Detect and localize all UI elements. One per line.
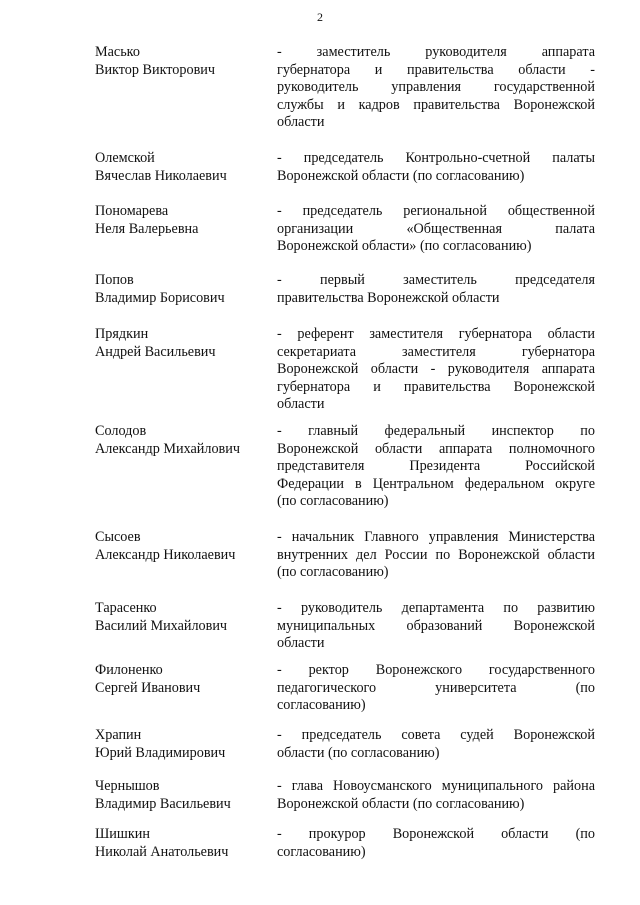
- position-line: организации «Общественная палата: [277, 220, 595, 237]
- position-line: - начальник Главного управления Министерства: [277, 529, 595, 545]
- member-name: [95, 203, 265, 238]
- position-line: - первый заместитель председателя: [277, 272, 595, 288]
- position-line: - руководитель департамента по развитию: [277, 600, 595, 616]
- member-name: [95, 44, 265, 79]
- position-line: - главный федеральный инспектор по: [277, 423, 595, 439]
- member-given-names: Андрей Васильевич: [95, 343, 216, 360]
- position-line: муниципальных образований Воронежской: [277, 617, 595, 634]
- position-line: внутренних дел России по Воронежской области: [277, 546, 595, 563]
- member-given-names: Василий Михайлович: [95, 617, 228, 634]
- position-line: - прокурор Воронежской области (по: [277, 826, 595, 842]
- member-given-names: Сергей Иванович: [95, 679, 201, 696]
- member-position: [277, 529, 595, 582]
- member-position: [277, 662, 595, 715]
- member-surname: Масько: [95, 44, 140, 60]
- member-position: [277, 423, 595, 511]
- member-surname: Филоненко: [95, 662, 163, 678]
- position-line: - председатель Контрольно-счетной палаты: [277, 150, 595, 166]
- position-line: губернатора и правительства Воронежской: [277, 378, 595, 395]
- position-line: согласованию): [277, 697, 366, 714]
- member-position: [277, 326, 595, 414]
- member-position: [277, 826, 595, 861]
- position-line: руководитель управления государственной: [277, 79, 595, 96]
- position-line: Воронежской области - руководителя аппарата: [277, 361, 595, 378]
- member-given-names: Юрий Владимирович: [95, 744, 226, 761]
- position-line: правительства Воронежской области: [277, 289, 500, 306]
- member-surname: Чернышов: [95, 778, 160, 794]
- member-name: [95, 150, 265, 185]
- member-name: [95, 272, 265, 307]
- position-line: - заместитель руководителя аппарата: [277, 44, 595, 60]
- position-line: - ректор Воронежского государственного: [277, 662, 595, 678]
- member-surname: Прядкин: [95, 326, 149, 342]
- member-given-names: Владимир Васильевич: [95, 795, 231, 812]
- member-position: [277, 150, 595, 185]
- position-line: Воронежской области (по согласованию): [277, 795, 525, 812]
- member-given-names: Александр Михайлович: [95, 440, 240, 457]
- member-name: [95, 826, 265, 861]
- member-name: [95, 326, 265, 361]
- member-given-names: Александр Николаевич: [95, 546, 236, 563]
- member-position: [277, 727, 595, 762]
- position-line: области: [277, 114, 325, 131]
- position-line: Воронежской области аппарата полномочного: [277, 440, 595, 457]
- member-position: [277, 600, 595, 653]
- member-position: [277, 44, 595, 132]
- member-surname: Пономарева: [95, 203, 169, 219]
- position-line: области (по согласованию): [277, 744, 440, 761]
- member-name: [95, 529, 265, 564]
- member-name: [95, 600, 265, 635]
- position-line: службы и кадров правительства Воронежской: [277, 96, 595, 113]
- position-line: педагогического университета (по: [277, 679, 595, 696]
- position-line: области: [277, 635, 325, 652]
- position-line: - председатель региональной общественной: [277, 203, 595, 219]
- member-position: [277, 203, 595, 256]
- position-line: - референт заместителя губернатора области: [277, 326, 595, 342]
- position-line: - глава Новоусманского муниципального района: [277, 778, 595, 794]
- member-surname: Попов: [95, 272, 134, 288]
- member-surname: Храпин: [95, 727, 142, 743]
- member-surname: Солодов: [95, 423, 147, 439]
- member-given-names: Николай Анатольевич: [95, 843, 229, 860]
- position-line: (по согласованию): [277, 493, 389, 510]
- position-line: Федерации в Центральном федеральном округе: [277, 475, 595, 492]
- member-name: [95, 727, 265, 762]
- member-name: [95, 662, 265, 697]
- member-name: [95, 423, 265, 458]
- member-position: [277, 272, 595, 307]
- member-surname: Шишкин: [95, 826, 150, 842]
- position-line: согласованию): [277, 843, 366, 860]
- position-line: Воронежской области» (по согласованию): [277, 238, 532, 255]
- member-given-names: Виктор Викторович: [95, 61, 215, 78]
- member-given-names: Владимир Борисович: [95, 289, 225, 306]
- position-line: - председатель совета судей Воронежской: [277, 727, 595, 743]
- member-name: [95, 778, 265, 813]
- member-surname: Олемской: [95, 150, 155, 166]
- member-given-names: Вячеслав Николаевич: [95, 167, 227, 184]
- position-line: представителя Президента Российской: [277, 458, 595, 475]
- page-number: 2: [317, 10, 323, 24]
- member-surname: Сысоев: [95, 529, 141, 545]
- position-line: Воронежской области (по согласованию): [277, 167, 525, 184]
- member-surname: Тарасенко: [95, 600, 157, 616]
- position-line: губернатора и правительства области -: [277, 61, 595, 78]
- member-given-names: Неля Валерьевна: [95, 220, 199, 237]
- position-line: области: [277, 396, 325, 413]
- position-line: секретариата заместителя губернатора: [277, 343, 595, 360]
- position-line: (по согласованию): [277, 564, 389, 581]
- member-position: [277, 778, 595, 813]
